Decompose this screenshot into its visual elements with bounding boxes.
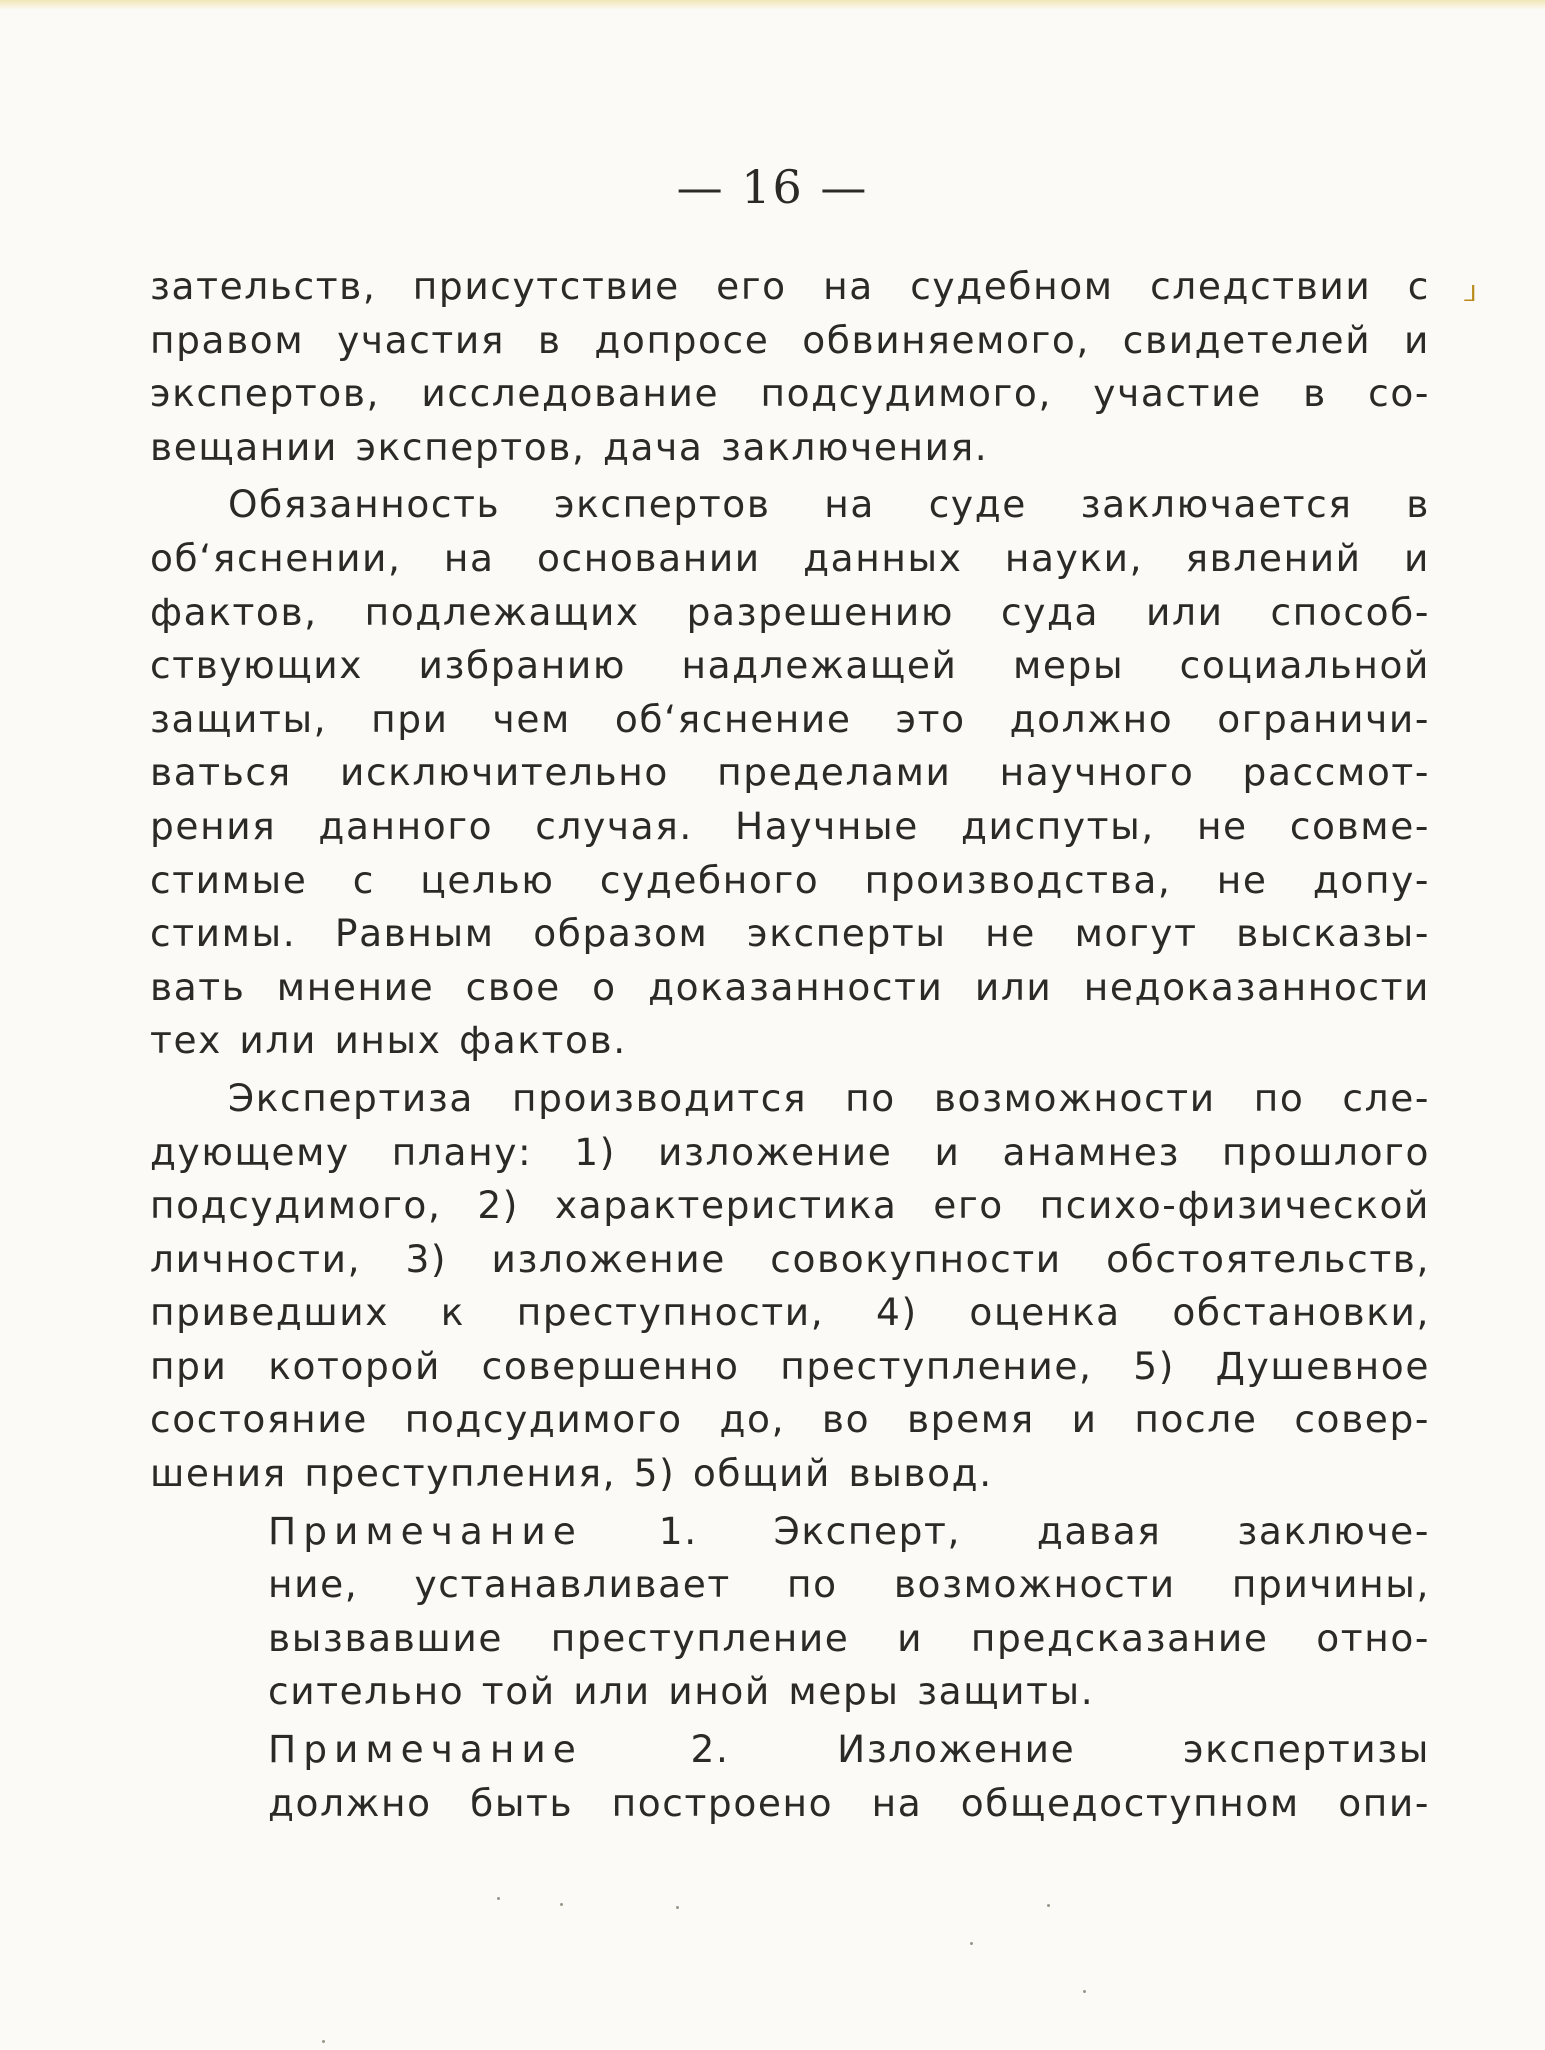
text-line: дующему плану: 1) изложение и анамнез прошлого <box>150 1129 1430 1174</box>
text-line: ствующих избранию надлежащей меры социальной <box>150 643 1430 688</box>
text-line: Обязанность экспертов на суде заключается в <box>228 482 1430 527</box>
scan-speck <box>676 1906 679 1909</box>
text-line: об‘яснении, на основании данных науки, явлений и <box>150 535 1430 580</box>
text-line: состояние подсудимого до, во время и после совер- <box>150 1397 1430 1442</box>
text-line: стимы. Равным образом эксперты не могут высказы- <box>150 911 1430 956</box>
text-line: вещании экспертов, дача заключения. <box>150 424 989 469</box>
text-line: тех или иных фактов. <box>150 1018 627 1063</box>
text-line: фактов, подлежащих разрешению суда или способ- <box>150 589 1430 634</box>
text-line: вызвавшие преступление и предсказание отно- <box>268 1615 1430 1660</box>
text-line: ваться исключительно пределами научного рассмот- <box>150 750 1430 795</box>
note-line <box>150 1723 1430 1777</box>
text-line: шения преступления, 5) общий вывод. <box>150 1451 993 1496</box>
text-line: экспертов, исследование подсудимого, участие в со- <box>150 371 1430 416</box>
note-text: 2. Изложение экспертизы <box>690 1727 1430 1772</box>
scan-speck <box>1047 1904 1050 1907</box>
body-text <box>150 260 1430 1830</box>
scan-speck <box>322 2040 325 2043</box>
note-label: Примечание <box>268 1508 583 1553</box>
text-line: вать мнение свое о доказанности или недоказанности <box>150 964 1430 1009</box>
text-line: правом участия в допросе обвиняемого, свидетелей и <box>150 317 1430 362</box>
text-line: рения данного случая. Научные диспуты, не совме- <box>150 803 1430 848</box>
note-text: 1. Эксперт, давая заключе- <box>658 1508 1430 1553</box>
note-line <box>150 1505 1430 1559</box>
page-number: — 16 — <box>676 160 869 214</box>
text-line: должно быть построено на общедоступном опи- <box>268 1780 1430 1825</box>
scan-speck <box>970 1942 973 1945</box>
text-line: стимые с целью судебного производства, не допу- <box>150 857 1430 902</box>
text-line: при которой совершенно преступление, 5) Душевное <box>150 1343 1430 1388</box>
text-line: защиты, при чем об‘яснение это должно ограничи- <box>150 696 1430 741</box>
text-line: приведших к преступности, 4) оценка обстановки, <box>150 1290 1430 1335</box>
ink-mark: ᒧ <box>1463 282 1477 307</box>
scan-speck <box>1083 1990 1086 1993</box>
text-line: сительно той или иной меры защиты. <box>268 1669 1095 1714</box>
scan-speck <box>497 1897 500 1900</box>
text-line: личности, 3) изложение совокупности обстоятельств, <box>150 1236 1430 1281</box>
text-line: подсудимого, 2) характеристика его психо-физической <box>150 1183 1430 1228</box>
page-top-edge <box>0 0 1545 10</box>
scan-speck <box>560 1903 563 1906</box>
text-line: зательств, присутствие его на судебном следствии с <box>150 264 1430 308</box>
text-line: ние, устанавливает по возможности причины, <box>268 1562 1430 1607</box>
text-line: Экспертиза производится по возможности по сле- <box>228 1075 1430 1120</box>
note-label: Примечание <box>268 1727 583 1772</box>
